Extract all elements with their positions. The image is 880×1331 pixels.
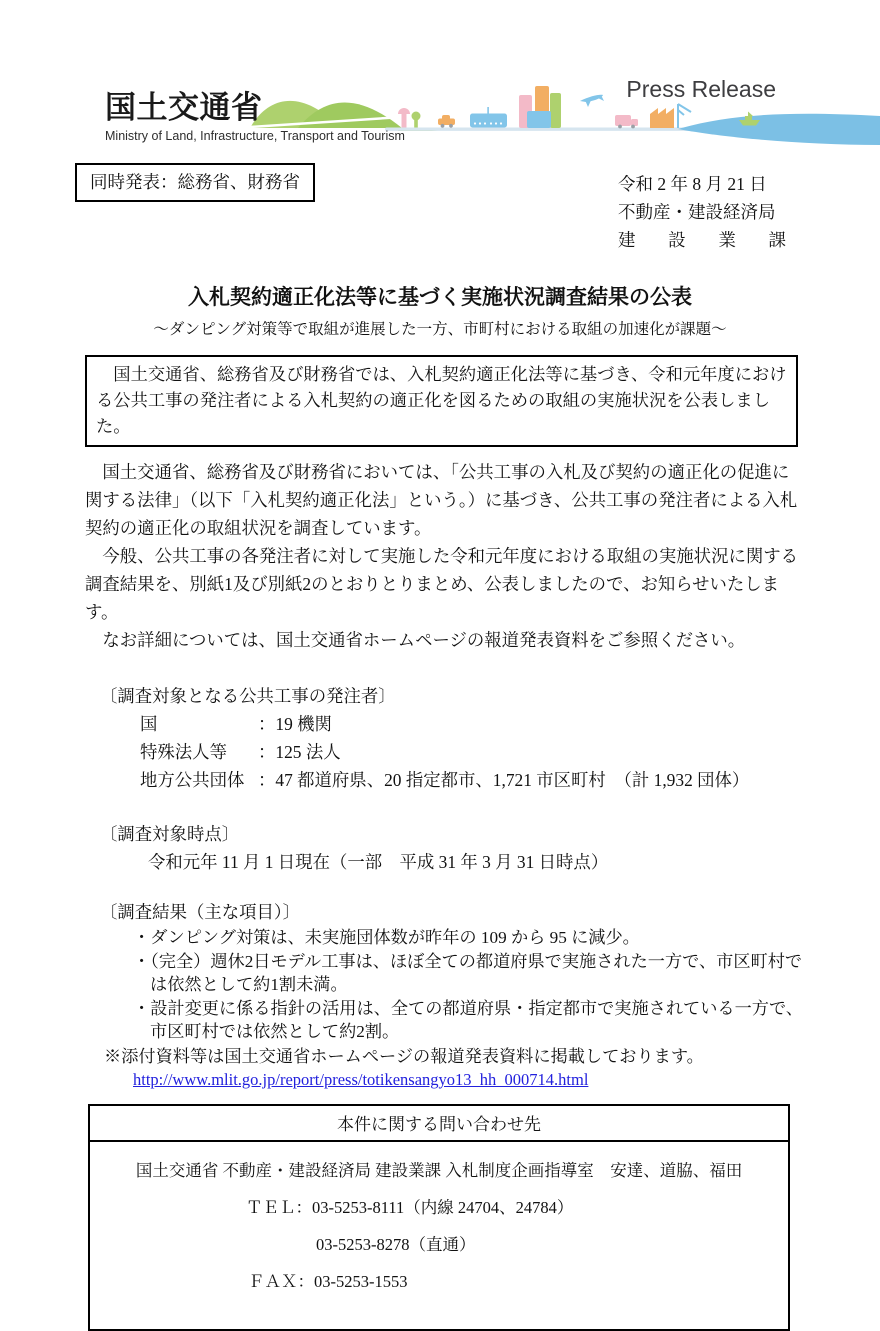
- water: [678, 114, 880, 145]
- press-release-link[interactable]: http://www.mlit.go.jp/report/press/totikensangyo13_hh_000714.html: [133, 1070, 589, 1089]
- date-block: [618, 170, 786, 254]
- barge-icon: [470, 107, 507, 128]
- section-heading: 〔調査対象時点〕: [100, 824, 240, 844]
- target-label: 国: [140, 714, 158, 734]
- contact-heading: 本件に関する問い合わせ先: [90, 1106, 788, 1142]
- contact-box: [88, 1104, 790, 1331]
- mlit-logo-subtitle: Ministry of Land, Infrastructure, Transport and Tourism: [105, 129, 405, 143]
- release-date: 令和 2 年 8 月 21 日: [618, 174, 767, 194]
- contact-body: [90, 1142, 788, 1329]
- ground-line: [385, 128, 697, 131]
- result-item: ・設計変更に係る指針の活用は、全ての都道府県・指定都市で実施されている一方で、市区町村では依然として約2割。: [133, 998, 803, 1041]
- mlit-logo: [105, 88, 405, 143]
- crane-icon: [678, 104, 691, 128]
- survey-time-text: 令和元年 11 月 1 日現在（一部 平成 31 年 3 月 31 日時点）: [148, 852, 609, 872]
- buildings-icon: [519, 86, 561, 128]
- press-release-label: Press Release: [626, 76, 776, 102]
- target-value: ：19 機関: [258, 714, 332, 734]
- contact-department: 国土交通省 不動産・建設経済局 建設業課 入札制度企画指導室 安達、道脇、福田: [135, 1160, 743, 1180]
- tree-icon: [412, 112, 421, 128]
- result-item: ・ダンピング対策は、未実施団体数が昨年の 109 から 95 に減少。: [133, 928, 640, 947]
- target-row: [140, 710, 820, 738]
- section-survey-results: [100, 898, 820, 1092]
- page-title: 入札契約適正化法等に基づく実施状況調査結果の公表: [188, 286, 692, 309]
- simultaneous-release-box: 同時発表：総務省、財務省: [75, 163, 315, 202]
- body-text: [85, 458, 802, 654]
- bureau-name: 不動産・建設経済局: [618, 202, 776, 222]
- page-subtitle: ～ダンピング対策等で取組が進展した一方、市町村における取組の加速化が課題～: [153, 321, 727, 338]
- target-row: [140, 766, 820, 794]
- url-line: [133, 1068, 820, 1092]
- meta-row: [75, 163, 786, 254]
- paragraph-3: なお詳細については、国土交通省ホームページの報道発表資料をご参照ください。: [85, 630, 746, 650]
- target-label: 地方公共団体: [140, 770, 245, 790]
- contact-tel-main: ＴＥＬ：03-5253-8111（内線 24704、24784）: [246, 1197, 574, 1217]
- section-heading: 〔調査対象となる公共工事の発注者〕: [100, 686, 396, 706]
- section-heading: 〔調査結果（主な項目）〕: [100, 902, 300, 922]
- contact-tel-direct: 03-5253-8278（直通）: [316, 1234, 476, 1254]
- paragraph-1: 国土交通省、総務省及び財務省においては、「公共工事の入札及び契約の適正化の促進に関する法律」（以下「入札契約適正化法」という。）に基づき、公共工事の発注者による入札契約の適正化の取組状況を調査しています。: [85, 462, 798, 538]
- target-label: 特殊法人等: [140, 742, 227, 762]
- target-value: ：47 都道府県、20 指定都市、1,721 市区町村 （計 1,932 団体）: [258, 770, 750, 790]
- section-survey-targets: [100, 682, 820, 794]
- summary-box: 国土交通省、総務省及び財務省では、入札契約適正化法等に基づき、令和元年度における公共工事の発注者による入札契約の適正化を図るための取組の実施状況を公表しました。: [85, 355, 798, 447]
- target-value: ：125 法人: [258, 742, 341, 762]
- paragraph-2: 今般、公共工事の各発注者に対して実施した令和元年度における取組の実施状況に関する調査結果を、別紙1及び別紙2のとおりとりまとめ、公表しましたので、お知らせいたします。: [85, 546, 799, 622]
- section-survey-time: [100, 820, 820, 876]
- division-name: 建 設 業 課: [618, 230, 786, 250]
- contact-fax: ＦＡＸ：03-5253-1553: [248, 1271, 408, 1291]
- mlit-logo-title: 国土交通省: [105, 90, 263, 125]
- truck-icon: [615, 115, 638, 128]
- main-content: [0, 283, 880, 1331]
- attachment-note: ※添付資料等は国土交通省ホームページの報道発表資料に掲載しております。: [104, 1046, 704, 1066]
- target-row: [140, 738, 820, 766]
- car-icon: [438, 115, 455, 128]
- result-item: ・（完全）週休2日モデル工事は、ほぼ全ての都道府県で実施された一方で、市区町村では依然として約1割未満。: [133, 951, 803, 994]
- factory-icon: [650, 108, 674, 128]
- airplane-icon: [580, 95, 604, 107]
